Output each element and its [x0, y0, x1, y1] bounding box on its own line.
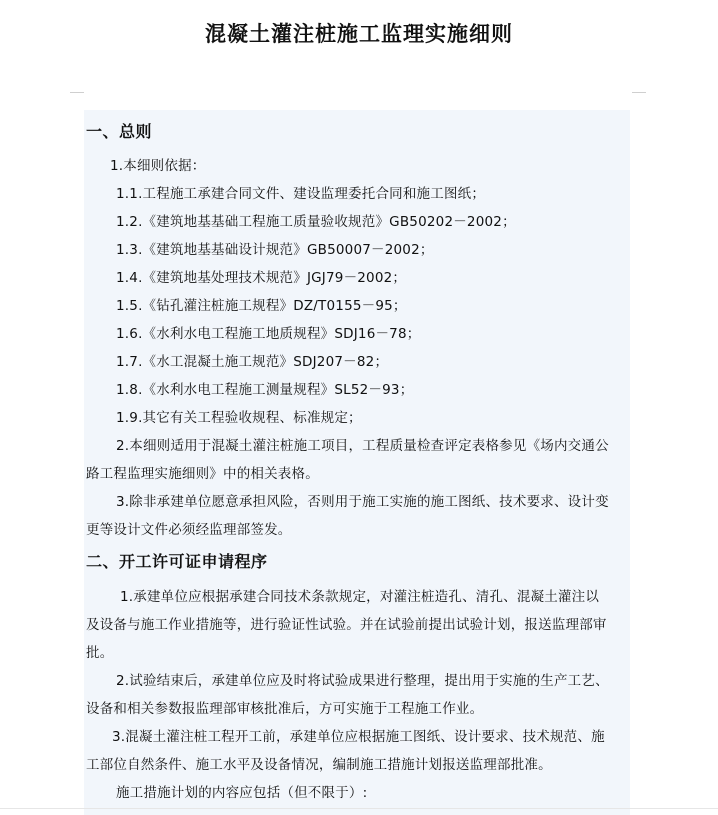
reference-item: 1.2.《建筑地基基础工程施工质量验收规范》GB50202－2002；	[116, 214, 516, 230]
margin-mark-top-right	[632, 92, 646, 93]
paragraph-line: 设备和相关参数报监理部审核批准后，方可实施于工程施工作业。	[86, 701, 484, 717]
paragraph-line: 1.承建单位应根据承建合同技术条款规定，对灌注桩造孔、清孔、混凝土灌注以	[120, 589, 600, 605]
section-1-heading: 一、总则	[86, 122, 153, 141]
paragraph-line: 及设备与施工作业措施等，进行验证性试验。并在试验前提出试验计划，报送监理部审	[86, 617, 607, 633]
reference-item: 1.8.《水利水电工程施工测量规程》SL52－93；	[116, 382, 414, 398]
reference-item: 1.5.《钻孔灌注桩施工规程》DZ/T0155－95；	[116, 298, 407, 314]
page-edge	[0, 808, 718, 809]
paragraph-line: 工部位自然条件、施工水平及设备情况，编制施工措施计划报送监理部批准。	[86, 757, 552, 773]
paragraph-line: 2.试验结束后，承建单位应及时将试验成果进行整理，提出用于实施的生产工艺、	[116, 673, 609, 689]
section-2-heading: 二、开工许可证申请程序	[86, 552, 268, 571]
paragraph-line: 3.除非承建单位愿意承担风险，否则用于施工实施的施工图纸、技术要求、设计变	[116, 494, 609, 510]
paragraph-line: 批。	[86, 645, 114, 661]
basis-intro: 1.本细则依据：	[110, 158, 206, 174]
paragraph-line: 施工措施计划的内容应包括（但不限于）:	[116, 785, 368, 801]
paragraph-line: 路工程监理实施细则》中的相关表格。	[86, 466, 319, 482]
paragraph-line: 3.混凝土灌注桩工程开工前，承建单位应根据施工图纸、设计要求、技术规范、施	[112, 729, 605, 745]
reference-item: 1.3.《建筑地基基础设计规范》GB50007－2002；	[116, 242, 434, 258]
reference-item: 1.1.工程施工承建合同文件、建设监理委托合同和施工图纸；	[116, 186, 486, 202]
paragraph-line: 更等设计文件必须经监理部签发。	[86, 522, 292, 538]
reference-item: 1.6.《水利水电工程施工地质规程》SDJ16－78；	[116, 326, 421, 342]
reference-item: 1.7.《水工混凝土施工规范》SDJ207－82；	[116, 354, 389, 370]
document-title: 混凝土灌注桩施工监理实施细则	[205, 21, 513, 46]
reference-item: 1.9.其它有关工程验收规程、标准规定；	[116, 410, 362, 426]
reference-item: 1.4.《建筑地基处理技术规范》JGJ79－2002；	[116, 270, 407, 286]
paragraph-line: 2.本细则适用于混凝土灌注桩施工项目，工程质量检查评定表格参见《场内交通公	[116, 438, 609, 454]
margin-mark-top-left	[70, 92, 84, 93]
